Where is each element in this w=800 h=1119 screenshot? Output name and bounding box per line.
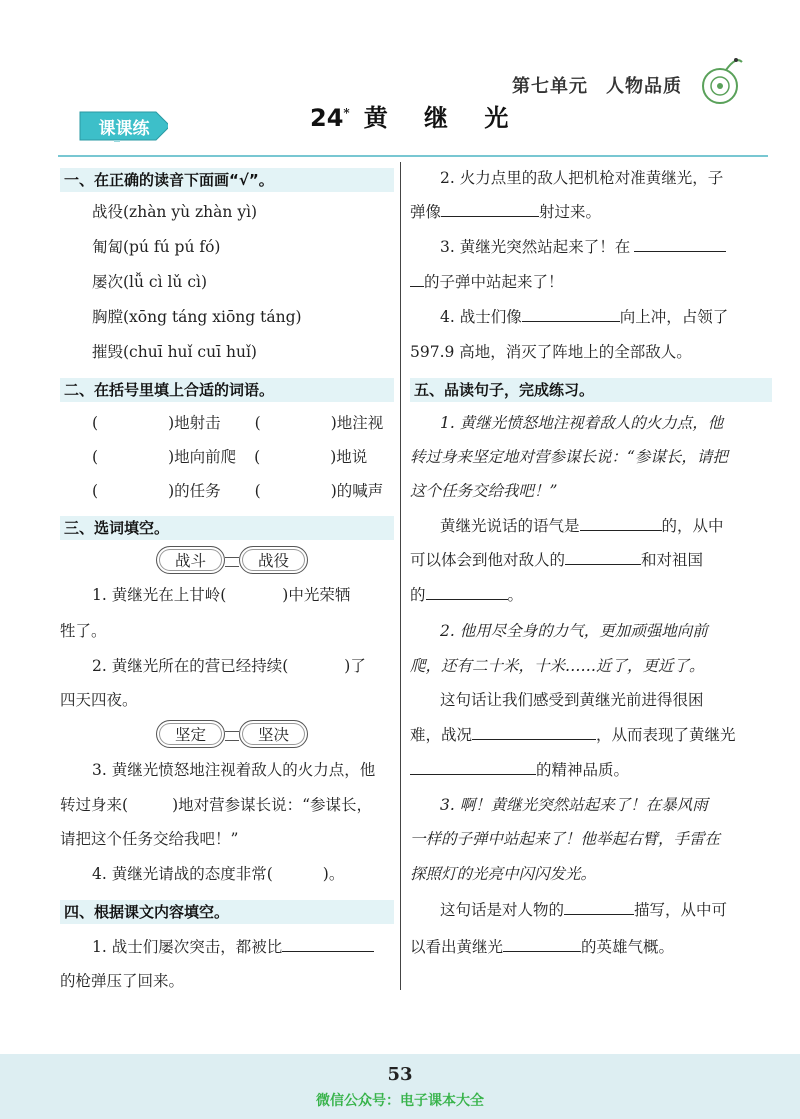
answer-blank[interactable] [564,900,634,915]
word-choice[interactable]: 战斗 [156,546,225,574]
s5-p2-line1: 2. 他用尽全身的力气，更加顽强地向前 [440,622,708,640]
paren-row-2 [92,447,367,467]
paren-text: )地说 [330,448,368,466]
word-choice[interactable]: 战役 [239,546,308,574]
section-5-title: 五、品读句子，完成练习。 [410,378,772,402]
s4-q2-line2: 弹像 射过来。 [410,203,602,221]
pinyin-item-5: 摧毁(chuī huǐ cuī huǐ) [92,343,257,361]
s5-a3-line1: 这句话是对人物的 描写，从中可 [440,901,728,919]
s5-p1-line2: 转过身来坚定地对营参谋长说：“参谋长，请把 [410,448,728,466]
s5-p2-line2: 爬，还有二十米，十米……近了，更近了。 [410,657,705,675]
unit-label: 第七单元 [512,76,588,97]
word-choice[interactable]: 坚决 [239,720,308,748]
s5-a2-line3: 的精神品质。 [410,760,629,780]
answer-blank[interactable] [580,516,662,531]
unit-topic: 人物品质 [606,76,682,97]
word-choice-group-1 [156,546,308,574]
s3-q1-line2: 牲了。 [60,622,107,640]
pinyin-item-1: 战役(zhàn yù zhàn yì) [92,203,258,221]
pill-connector [225,557,239,567]
s3-q2-line1: 2. 黄继光所在的营已经持续( )了 [92,657,366,675]
answer-blank[interactable] [282,937,374,952]
paren-open: ( [254,482,261,500]
paren-open: ( [92,448,99,466]
answer-blank[interactable] [634,237,726,252]
answer-blank[interactable] [565,550,641,565]
lesson-title [310,98,522,133]
word-choice[interactable]: 坚定 [156,720,225,748]
s4-q1-line2: 的枪弹压了回来。 [60,972,185,990]
s3-q4: 4. 黄继光请战的态度非常( )。 [92,865,345,883]
paren-row-1 [92,413,383,433]
answer-blank[interactable] [426,585,508,600]
answer-blank[interactable] [522,307,620,322]
paren-text: )的任务 [168,482,221,500]
paren-row-3 [92,481,383,501]
s4-q3-line1: 3. 黄继光突然站起来了！在 [440,237,726,257]
s5-p3-line3: 探照灯的光亮中闪闪发光。 [410,865,597,883]
paren-open: ( [254,448,261,466]
header-divider [58,155,768,157]
word-choice-group-2 [156,720,308,748]
answer-blank[interactable] [410,272,424,287]
answer-blank[interactable] [441,202,539,217]
lesson-mark: * [343,106,350,120]
s5-p1-line1: 1. 黄继光愤怒地注视着敌人的火力点，他 [440,414,724,432]
s5-a1-line3: 的 。 [410,586,524,604]
paren-text: )的喊声 [330,482,384,500]
s3-q1-line1: 1. 黄继光在上甘岭( )中光荣牺 [92,586,351,604]
s4-q4-line1: 4. 战士们像 向上冲，占领了 [440,308,729,326]
page-number: 53 [387,1064,413,1085]
s5-a2-line2: 难，战况 ，从而表现了黄继光 [410,726,736,744]
badge-label: 课课练 [98,119,150,139]
section-2-title: 二、在括号里填上合适的词语。 [60,378,394,402]
paren-open: ( [254,414,261,432]
s3-q3-line1: 3. 黄继光愤怒地注视着敌人的火力点，他 [92,761,376,779]
answer-blank[interactable] [472,725,596,740]
pinyin-item-3: 屡次(lǚ cì lǔ cì) [92,273,208,291]
paren-open: ( [92,414,99,432]
answer-blank[interactable] [410,760,536,775]
s4-q3-line2: 的子弹中站起来了！ [410,272,564,292]
paren-text: )地向前爬 [168,448,237,466]
section-3-title: 三、选词填空。 [60,516,394,540]
s5-a1-line2: 可以体会到他对敌人的 和对祖国 [410,551,704,569]
section-4-title: 四、根据课文内容填空。 [60,900,394,924]
s4-q1-line1: 1. 战士们屡次突击，都被比 [92,937,374,957]
column-divider [400,162,401,990]
s5-a2-line1: 这句话让我们感受到黄继光前进得很困 [440,691,704,709]
s5-p1-line3: 这个任务交给我吧！” [410,482,558,500]
paren-text: )地射击 [168,414,221,432]
s5-p3-line2: 一样的子弹中站起来了！他举起右臂，手雷在 [410,830,721,848]
s5-a3-line2: 以看出黄继光 的英雄气概。 [410,938,675,956]
paren-open: ( [92,482,99,500]
pill-connector [225,731,239,741]
answer-blank[interactable] [503,937,581,952]
s5-p3-line1: 3. 啊！黄继光突然站起来了！在暴风雨 [440,796,708,814]
s4-q2-line1: 2. 火力点里的敌人把机枪对准黄继光，子 [440,169,724,187]
lesson-number: 24 [310,104,344,132]
chameleon-icon [696,52,746,110]
s5-a1-line1: 黄继光说话的语气是 的，从中 [440,517,724,535]
pinyin-item-2: 匍匐(pú fú pú fó) [92,238,221,256]
paren-text: )地注视 [330,414,384,432]
lesson-name: 黄 继 光 [363,103,523,132]
wechat-credit: 微信公众号：电子课本大全 [316,1093,484,1109]
s4-q4-line2: 597.9 高地，消灭了阵地上的全部敌人。 [410,343,692,361]
unit-header [512,72,682,98]
section-1-title: 一、在正确的读音下面画“√”。 [60,168,394,192]
s3-q3-line3: 请把这个任务交给我吧！” [60,830,239,848]
pinyin-item-4: 胸膛(xōng táng xiōng táng) [92,308,302,326]
s3-q2-line2: 四天四夜。 [60,691,138,709]
s3-q3-line2: 转过身来( )地对营参谋长说：“参谋长， [60,796,373,814]
